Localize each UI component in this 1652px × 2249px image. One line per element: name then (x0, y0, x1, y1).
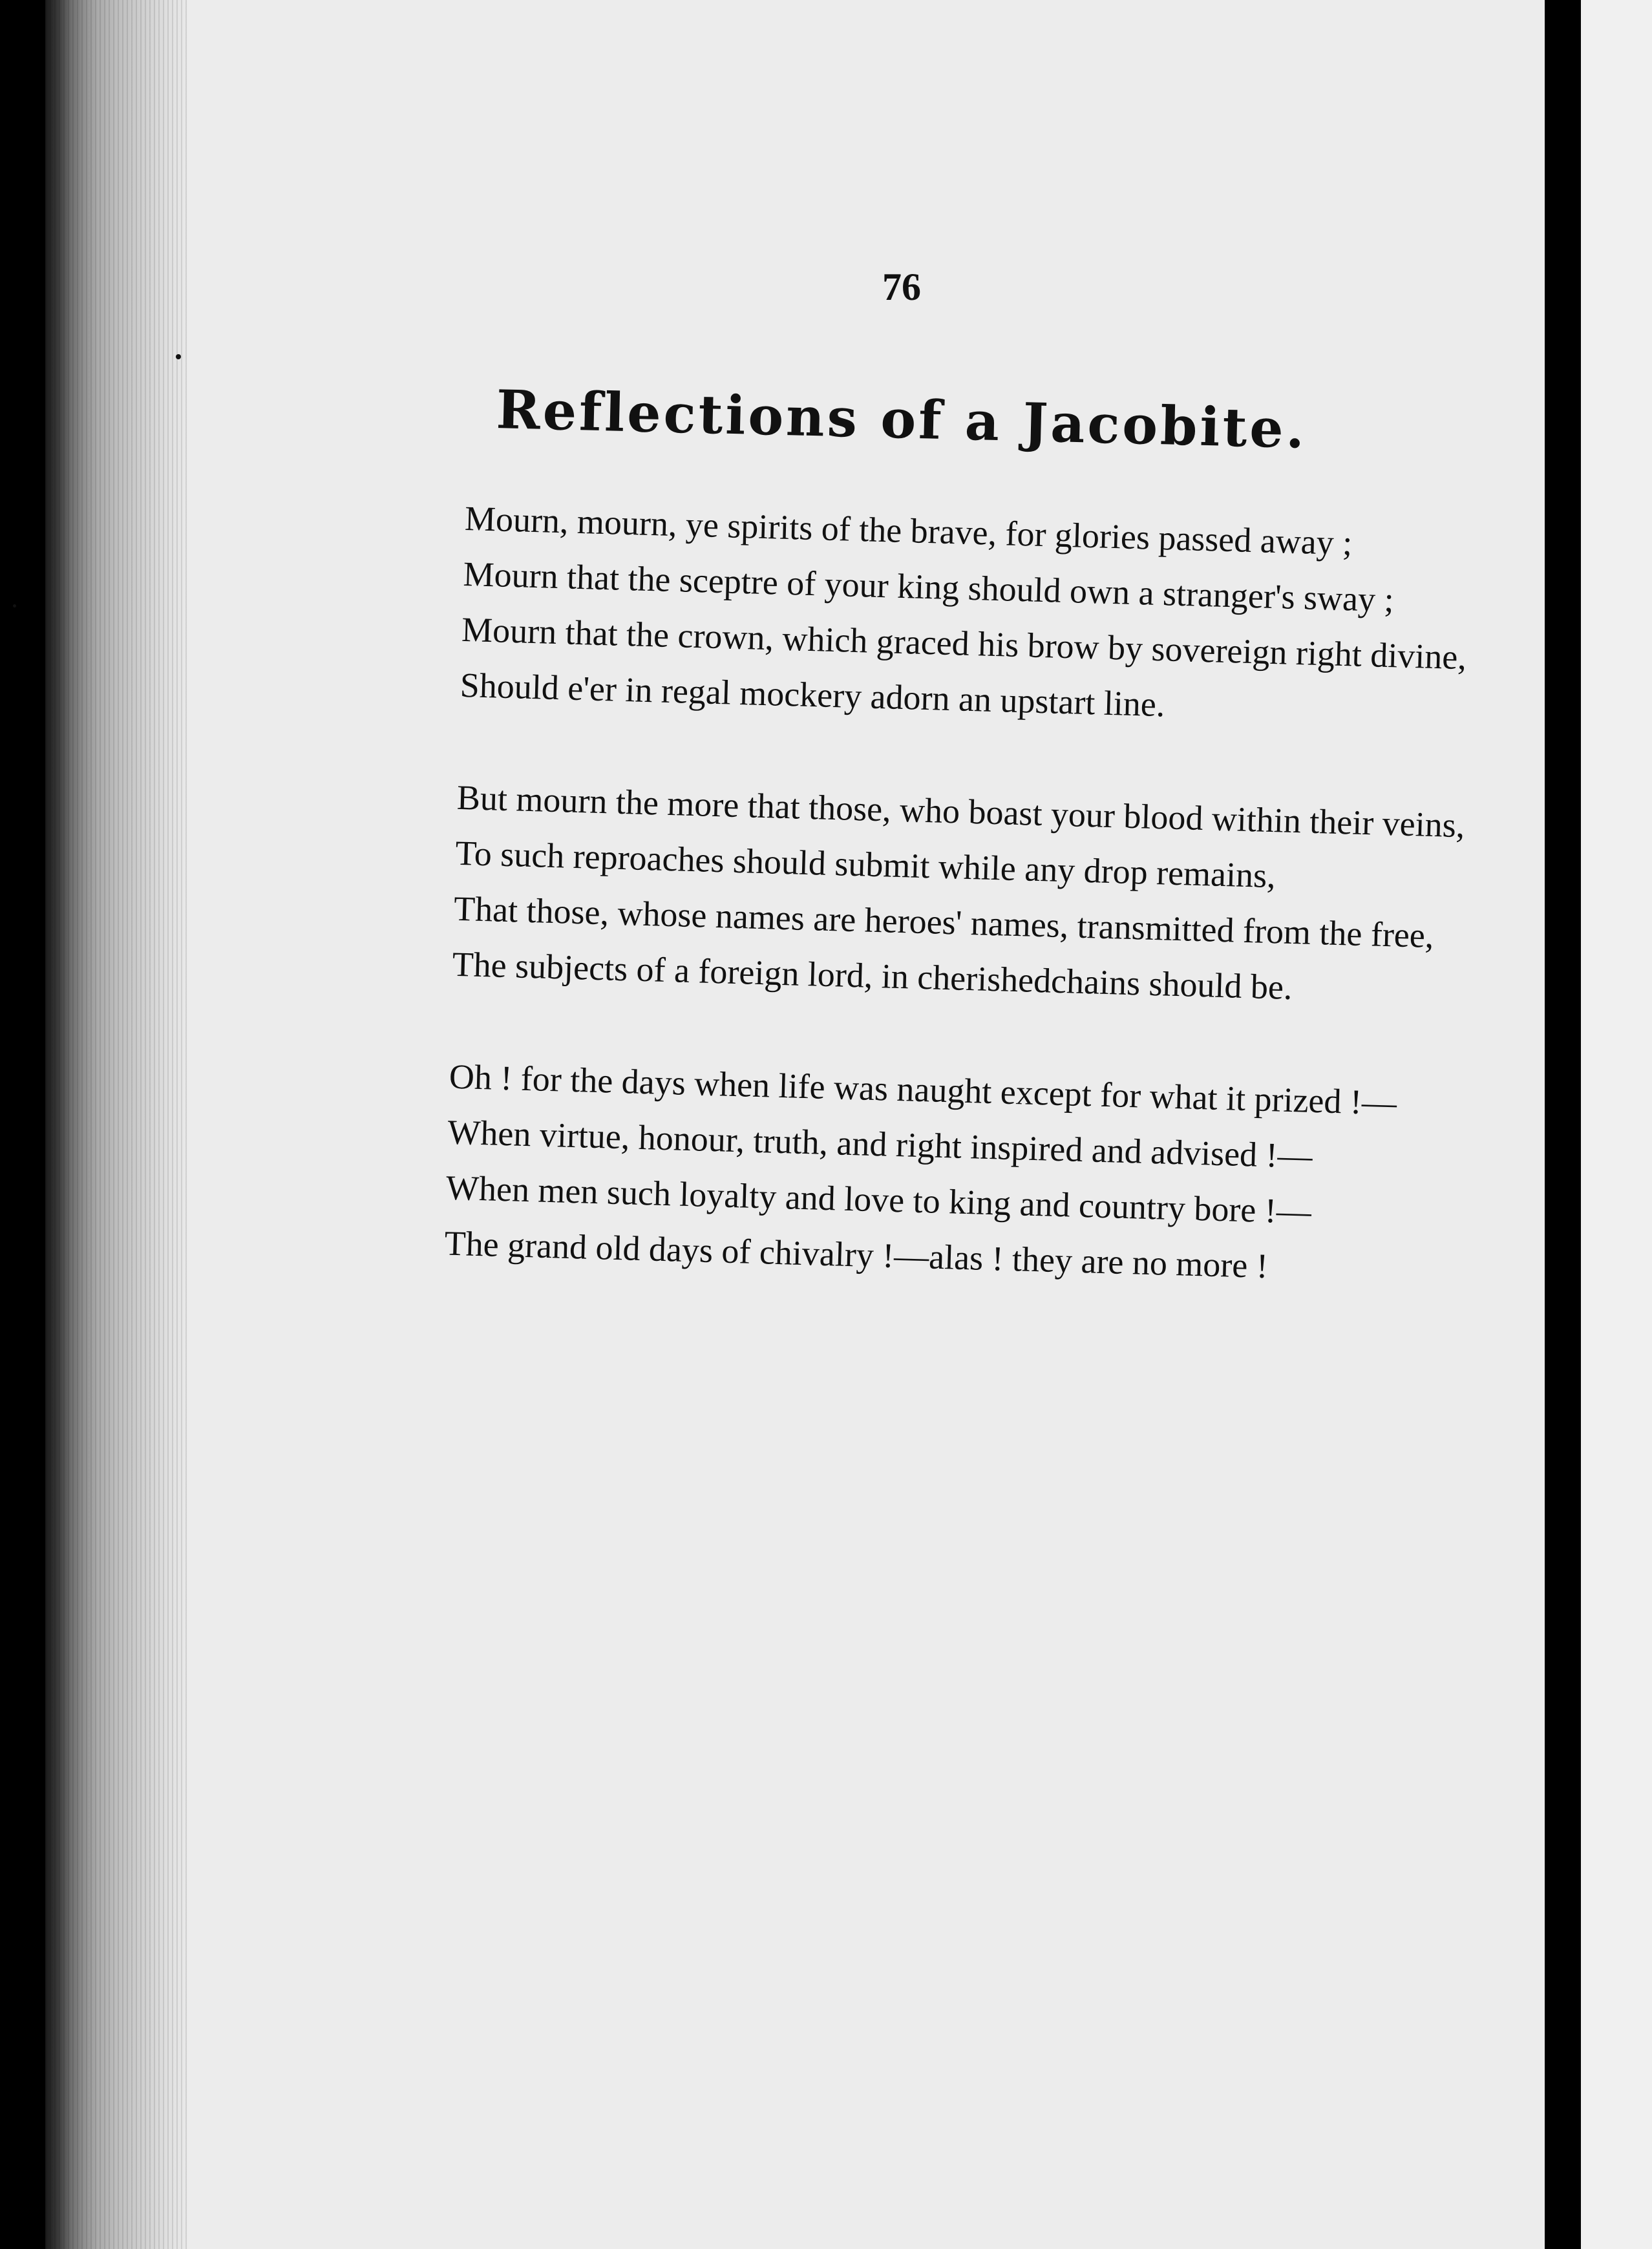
poem-line: When men such loyalty and love to king and country bore !— (445, 1168, 1312, 1231)
poem-line: Mourn that the crown, which graced his brow by sovereign right divine, (461, 609, 1467, 677)
poem-line: Mourn that the sceptre of your king should own a stranger's sway ; (462, 554, 1395, 620)
page-gutter-shadow (1545, 0, 1581, 2249)
binding-mark (176, 354, 181, 359)
poem-line: The grand old days of chivalry !—alas ! they are no more ! (443, 1223, 1269, 1286)
poem-line: Should e'er in regal mockery adorn an upstart line. (460, 665, 1166, 724)
facing-page-edge (1581, 0, 1652, 2249)
poem-title: Reflections of a Jacobite. (495, 379, 1308, 461)
stanza-2 (452, 777, 1491, 1014)
poem-line: That those, whose names are heroes' names, transmitted from the free, (453, 889, 1435, 956)
poem-line: To such reproaches should submit while any drop remains, (454, 833, 1276, 896)
poem-line: Mourn, mourn, ye spirits of the brave, for glories passed away ; (464, 498, 1353, 563)
poem-line: The subjects of a foreign lord, in cherishedchains should be. (452, 944, 1293, 1008)
stanza-3 (444, 1056, 1483, 1293)
poem-line: Oh ! for the days when life was naught except for what it prized !— (449, 1057, 1397, 1123)
margin-speck (13, 604, 16, 607)
poem-line: When virtue, honour, truth, and right inspired and advised !— (447, 1112, 1313, 1176)
poem-body (442, 498, 1499, 1364)
stanza-1 (460, 498, 1499, 735)
book-binding-edge (45, 0, 194, 2249)
page-number: 76 (882, 266, 921, 308)
poem-line: But mourn the more that those, who boast your blood within their veins, (456, 777, 1466, 845)
